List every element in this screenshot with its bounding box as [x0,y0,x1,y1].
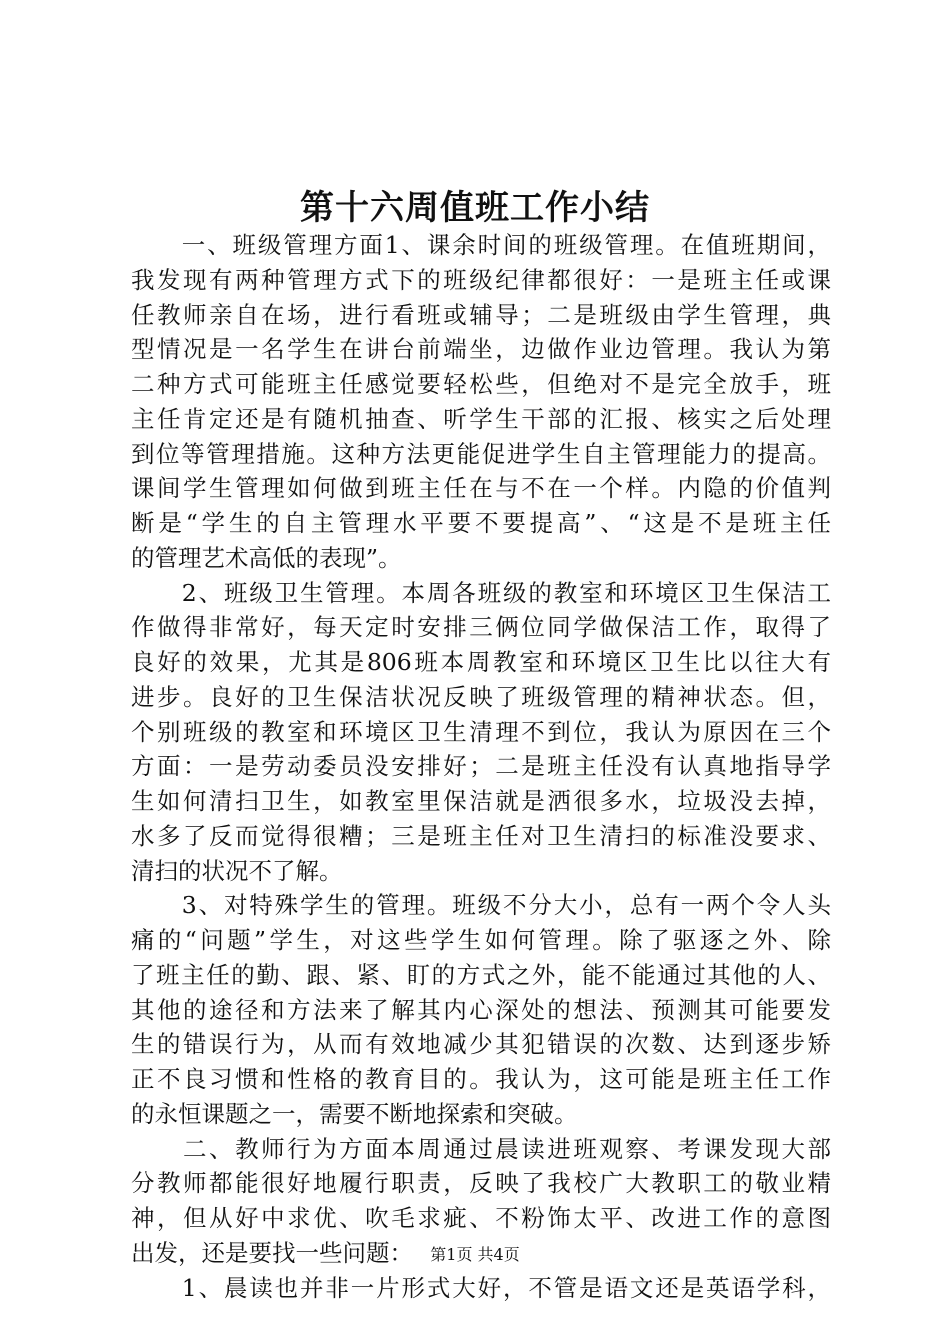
body-line: 一、班级管理方面1、课余时间的班级管理。在值班期间， [131,231,831,259]
body-line: 我发现有两种管理方式下的班级纪律都很好：一是班主任或课 [131,265,831,294]
body-line: 的管理艺术高低的表现”。 [131,543,402,572]
body-line: 出发，还是要找一些问题： [131,1238,413,1267]
body-line: 进步。良好的卫生保洁状况反映了班级管理的精神状态。但， [131,682,831,711]
body-line: 任教师亲自在场，进行看班或辅导；二是班级由学生管理，典 [131,300,831,329]
body-line: 1、晨读也并非一片形式大好，不管是语文还是英语学科， [131,1273,831,1302]
body-line: 了班主任的勤、跟、紧、盯的方式之外，能不能通过其他的人、 [131,960,831,989]
body-line: 二种方式可能班主任感觉要轻松些，但绝对不是完全放手，班 [131,370,831,398]
body-line: 个别班级的教室和环境区卫生清理不到位，我认为原因在三个 [131,717,831,746]
body-line: 正不良习惯和性格的教育目的。我认为，这可能是班主任工作 [131,1065,831,1093]
page-footer: 第1页 共4页 [430,1245,520,1264]
body-line: 到位等管理措施。这种方法更能促进学生自主管理能力的提高。 [131,439,831,468]
body-line: 水多了反而觉得很糟；三是班主任对卫生清扫的标准没要求、 [131,821,831,850]
body-line: 痛的“问题”学生，对这些学生如何管理。除了驱逐之外、除 [131,926,831,954]
body-line: 分教师都能很好地履行职责，反映了我校广大教职工的敬业精 [131,1169,831,1198]
body-line: 生的错误行为，从而有效地减少其犯错误的次数、达到逐步矫 [131,1030,831,1059]
body-line: 课间学生管理如何做到班主任在与不在一个样。内隐的价值判 [131,474,831,503]
body-line: 型情况是一名学生在讲台前端坐，边做作业边管理。我认为第 [131,335,831,364]
body-line: 主任肯定还是有随机抽查、听学生干部的汇报、核实之后处理 [131,404,831,433]
body-line: 的永恒课题之一，需要不断地探索和突破。 [131,1099,578,1128]
body-line: 清扫的状况不了解。 [131,856,343,885]
body-line: 作做得非常好，每天定时安排三俩位同学做保洁工作，取得了 [131,613,831,642]
body-line: 方面：一是劳动委员没安排好；二是班主任没有认真地指导学 [131,752,831,781]
body-line: 2、班级卫生管理。本周各班级的教室和环境区卫生保洁工 [131,578,831,607]
body-line: 二、教师行为方面本周通过晨读进班观察、考课发现大部 [131,1134,831,1163]
document-title: 第十六周值班工作小结 [300,188,650,228]
body-line: 良好的效果，尤其是806班本周教室和环境区卫生比以往大有 [131,648,831,676]
document-body [131,228,831,1305]
body-line: 3、对特殊学生的管理。班级不分大小，总有一两个令人头 [131,891,831,920]
body-line: 断是“学生的自主管理水平要不要提高”、“这是不是班主任 [131,509,831,537]
body-line: 其他的途径和方法来了解其内心深处的想法、预测其可能要发 [131,995,831,1024]
body-line: 神，但从好中求优、吹毛求疵、不粉饰太平、改进工作的意图 [131,1204,831,1232]
body-line: 生如何清扫卫生，如教室里保洁就是洒很多水，垃圾没去掉， [131,787,831,815]
